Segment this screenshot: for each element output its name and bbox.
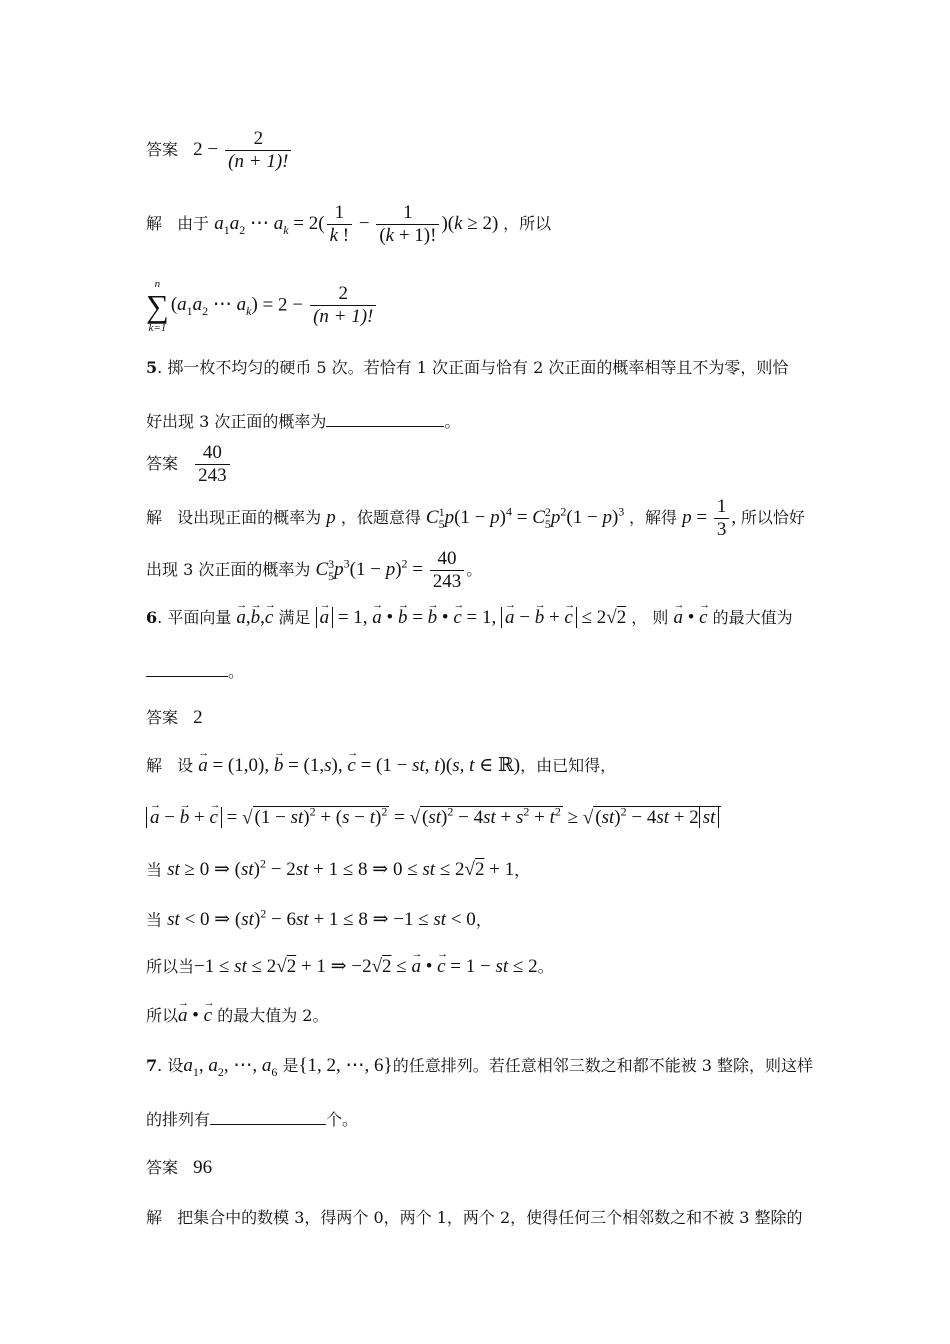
- solution-label: 解: [146, 756, 163, 775]
- p5-sol-text4: 所以恰好: [740, 507, 805, 527]
- p6-stem-text3: ， 则: [631, 608, 669, 627]
- p7-set: {1, 2, ⋯, 6}: [298, 1055, 393, 1076]
- p6-case2-formula: st < 0 ⇒ (st)$^2$ − 6st + 1 ≤ 8 ⇒ −1 ≤ st < 0: [167, 907, 476, 931]
- p6-sol-text2: ，由已知得，: [520, 756, 617, 775]
- p6-answer-line: [146, 706, 203, 730]
- p5-final-numerator: 40: [430, 548, 465, 571]
- solution-label: 解: [146, 1208, 163, 1227]
- p6-case1-prefix: 当: [146, 860, 163, 880]
- p6-so-line: [146, 955, 554, 979]
- p6-case2-prefix: 当: [146, 910, 163, 930]
- p5-final-formula: $C_5^3p^3(1 - p)^2$ =: [315, 556, 428, 583]
- p5-answer-blank: [326, 410, 444, 427]
- p5-stem-line2: [146, 410, 460, 434]
- p6-stem-text4: 的最大值为: [712, 608, 793, 627]
- p6-case1-suffix: ，: [514, 860, 531, 880]
- p5-final-fraction: [430, 548, 465, 593]
- p4-answer-denominator: (n + 1)!: [228, 151, 289, 172]
- p6-stem-text1: . 平面向量: [157, 608, 232, 627]
- p7-sequence: $a_1$, $a_2$, ⋯, $a_6$: [183, 1055, 278, 1079]
- p6-max-line: [146, 1004, 328, 1028]
- p6-case2-suffix: ，: [475, 910, 492, 930]
- p5-p-denominator: 3: [716, 519, 727, 540]
- p4-answer-fraction: [225, 128, 291, 173]
- p6-sol-text1: 设: [177, 756, 194, 775]
- p4-solution-text: 由于: [177, 213, 210, 233]
- p6-max-ac: → a • → c: [178, 1005, 212, 1026]
- p5-solution-line1: [146, 496, 805, 541]
- p5-stem-line1: [146, 356, 788, 380]
- p6-case1-formula: st ≥ 0 ⇒ (st)$^2$ − 2st + 1 ≤ 8 ⇒ 0 ≤ st ≤ 2√2 + 1: [167, 857, 515, 881]
- p5-answer-fraction: [195, 442, 230, 487]
- p7-number: 7: [146, 1056, 158, 1075]
- p4-solution-suffix: ，所以: [503, 213, 552, 233]
- p6-max-suffix: 的最大值为 2。: [217, 1006, 329, 1025]
- p7-stem-text2: 是: [282, 1056, 299, 1075]
- p6-norm-derivation: → a − → b + → c = √ $(1 - st)^2 + (s - t)^2$ = √ $(st)^2 - 4st + s^2 + t^2$ ≥ √ (st)$^2$ − 4st + 2 st: [146, 807, 721, 828]
- p5-sol-text1: 设出现正面的概率为: [177, 507, 322, 527]
- p6-number: 6: [146, 608, 158, 627]
- answer-label: 答案: [146, 454, 179, 473]
- p7-stem-line2-text: 的排列有: [146, 1110, 211, 1129]
- p7-answer-blank: [210, 1108, 326, 1125]
- p6-solution-line2: [146, 800, 721, 830]
- p6-answer-blank: [146, 660, 228, 677]
- p6-stem-text2: 满足: [278, 608, 311, 627]
- p5-sol-text2: ，依题意得: [340, 507, 421, 527]
- p6-stem-line2: [146, 660, 244, 684]
- p7-stem-line1: [146, 1054, 813, 1084]
- p7-answer-value: 96: [193, 1157, 213, 1178]
- p5-stem-end: 。: [444, 412, 461, 431]
- p7-stem-text3: 的任意排列。若任意相邻三数之和都不能被 3 整除，则这样: [392, 1056, 814, 1075]
- p5-sol-text3: ，解得: [629, 507, 678, 527]
- p6-stem-line2-end: 。: [228, 662, 245, 681]
- p4-sum-numerator: 2: [310, 283, 376, 306]
- answer-label: 答案: [146, 708, 179, 727]
- p5-answer-numerator: 40: [195, 442, 230, 465]
- p6-so-suffix: 。: [537, 957, 554, 976]
- p6-so-formula: −1 ≤ st ≤ 2√2 + 1 ⇒ −2√2 ≤ → a • → c = 1 − st ≤ 2: [194, 956, 538, 977]
- p6-max-prefix: 所以: [146, 1006, 179, 1025]
- p4-sum-formula: n ∑ k=1 ($a_1a_2$ ⋯ $a_k$): [146, 278, 263, 334]
- p7-stem-line2: [146, 1108, 358, 1132]
- p6-conditions: → a = 1, → a • → b = → b • → c = 1, → a − → b + → c ≤ 2√2: [316, 607, 627, 628]
- p7-stem-text1: . 设: [157, 1056, 184, 1075]
- p6-case1-line: [146, 852, 530, 882]
- p6-stem-line1: [146, 606, 793, 630]
- p4-sum-denominator: (n + 1)!: [313, 306, 374, 328]
- p7-answer-line: [146, 1156, 212, 1180]
- p7-stem-line2-end: 个。: [326, 1110, 359, 1129]
- p6-answer-value: 2: [193, 707, 203, 728]
- p5-answer-denominator: 243: [198, 465, 227, 486]
- p5-solution-line2: [146, 548, 482, 593]
- p6-setup: → a = (1,0), → b = (1,s), → c = (1 − st, t)(s, t ∈ ℝ): [198, 755, 520, 776]
- p4-solution-formula: $a_1a_2$ ⋯ $a_k = 2$( $\frac{1}{k !}$ − $\frac{1}{(k + 1)!}$ )(k ≥ 2): [214, 202, 504, 246]
- p4-sum-eq: = 2 −: [262, 294, 303, 316]
- p5-p-numerator: 1: [714, 496, 730, 519]
- p4-answer-numerator: 2: [225, 128, 291, 151]
- p4-sum-line: [146, 278, 378, 334]
- p7-sol-text: 把集合中的数模 3，得两个 0，两个 1，两个 2，使得任何三个相邻数之和不被 3 整除的: [177, 1208, 803, 1227]
- p5-stem-text2: 好出现 3 次正面的概率为: [146, 412, 327, 431]
- solution-label: 解: [146, 507, 163, 527]
- p6-ac: → a • → c: [673, 607, 707, 628]
- p4-solution-line: [146, 202, 551, 247]
- answer-label: 答案: [146, 1158, 179, 1177]
- p6-case2-line: [146, 902, 492, 932]
- p5-equation: $C_5^1p(1 - p)^4 = C_5^2p^2(1 - p)^3$: [425, 504, 625, 531]
- p5-number: 5: [146, 358, 158, 377]
- p5-final-denominator: 243: [432, 571, 462, 592]
- p4-answer-prefix: 2 −: [193, 139, 219, 160]
- p6-vectors: → a,→ b,→ c: [236, 607, 273, 628]
- p5-stem-text1: . 掷一枚不均匀的硬币 5 次。若恰有 1 次正面与恰有 2 次正面的概率相等且不为零，则恰: [157, 358, 789, 377]
- p5-var-p: p: [326, 506, 336, 528]
- p5-answer-line: [146, 442, 232, 487]
- p5-p-value: p = $\frac{1}{3}$ ,: [682, 496, 741, 540]
- p6-so-prefix: 所以当: [146, 957, 195, 976]
- solution-label: 解: [146, 213, 163, 233]
- p4-sum-fraction: [310, 283, 376, 328]
- answer-label: 答案: [146, 140, 179, 159]
- p7-solution-line: [146, 1206, 803, 1230]
- p4-answer-line: [146, 128, 293, 173]
- p6-solution-line1: [146, 754, 616, 778]
- p5-sol-line2-end: 。: [466, 560, 483, 579]
- p5-sol-line2-text: 出现 3 次正面的概率为: [146, 560, 311, 579]
